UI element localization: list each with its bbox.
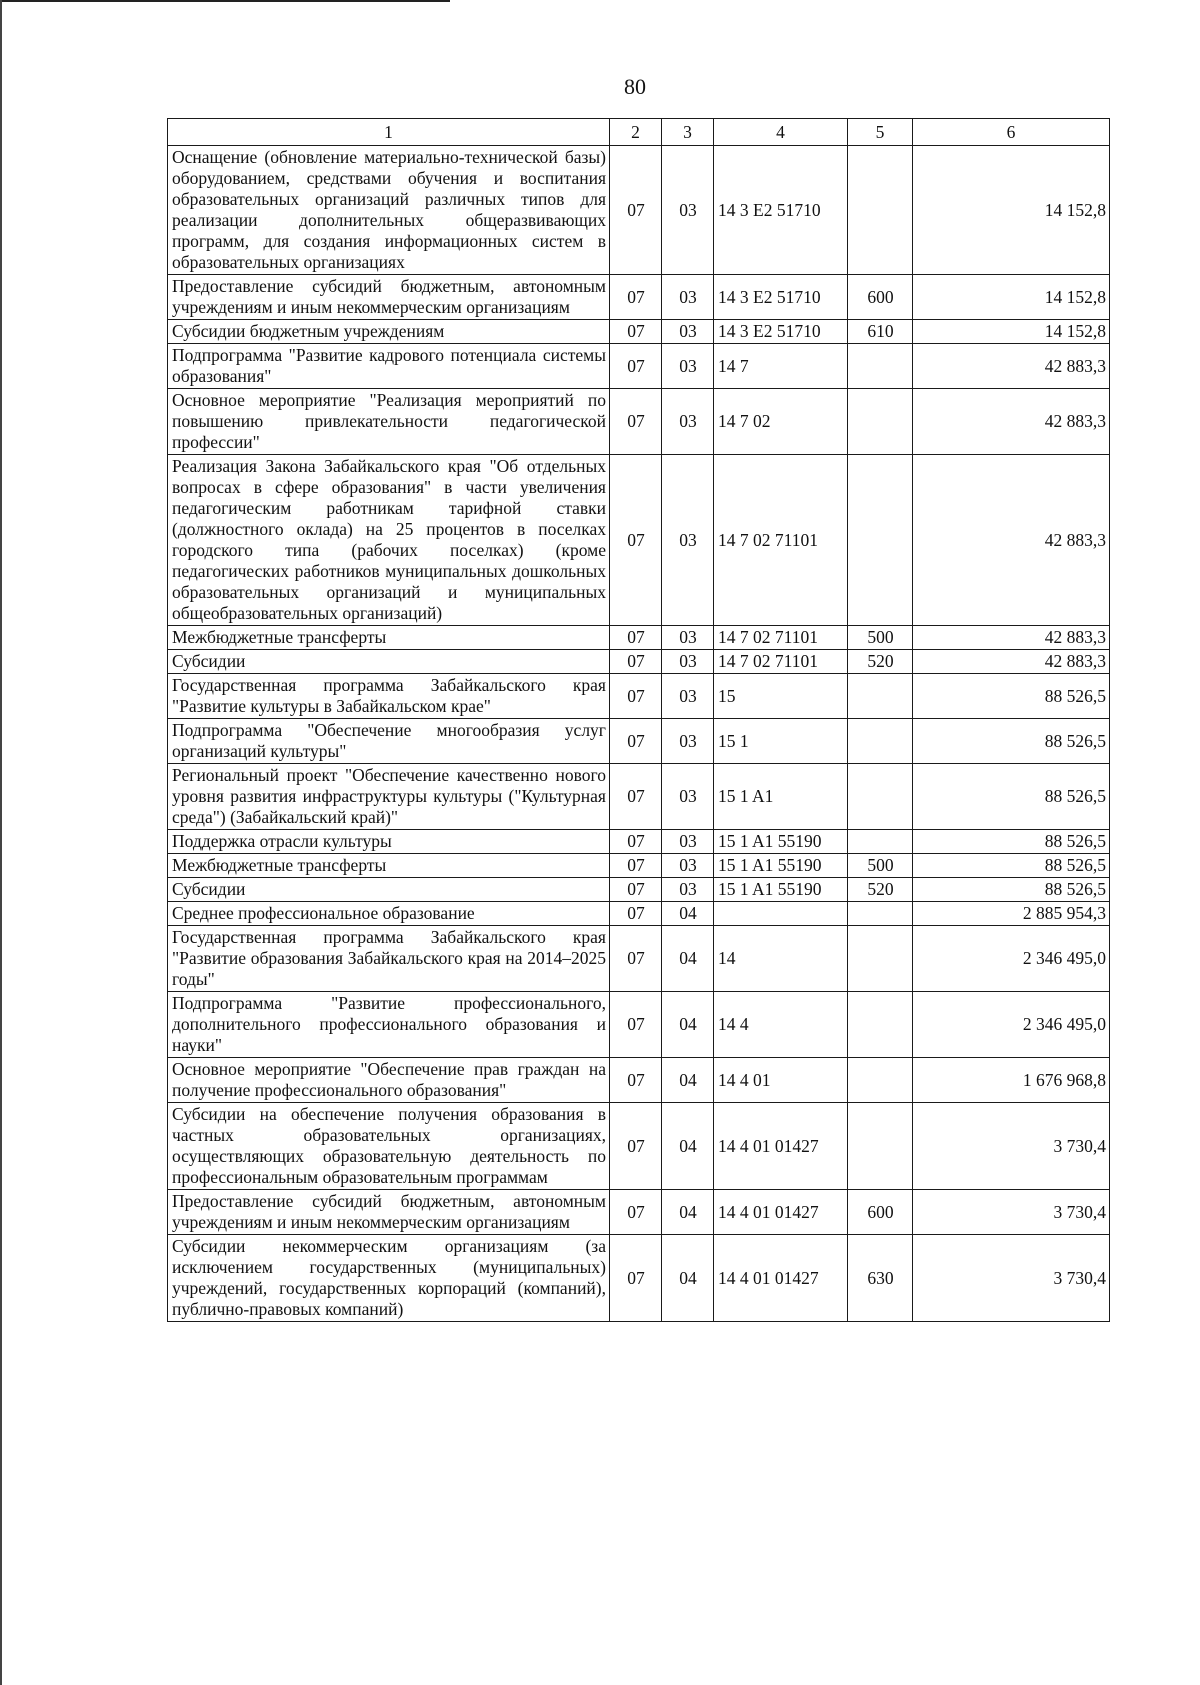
cell-target-article: 14 4 01 01427 xyxy=(714,1190,848,1235)
cell-subsection: 03 xyxy=(662,650,714,674)
table-row xyxy=(168,878,1110,902)
cell-section: 07 xyxy=(610,146,662,275)
header-col-1: 1 xyxy=(168,119,610,146)
cell-target-article: 14 7 02 71101 xyxy=(714,650,848,674)
cell-section: 07 xyxy=(610,830,662,854)
cell-section: 07 xyxy=(610,902,662,926)
cell-target-article xyxy=(714,902,848,926)
table-row xyxy=(168,719,1110,764)
cell-amount: 14 152,8 xyxy=(913,320,1110,344)
cell-name: Межбюджетные трансферты xyxy=(168,854,610,878)
cell-amount: 42 883,3 xyxy=(913,389,1110,455)
cell-subsection: 03 xyxy=(662,764,714,830)
cell-subsection: 03 xyxy=(662,854,714,878)
cell-amount: 88 526,5 xyxy=(913,830,1110,854)
cell-section: 07 xyxy=(610,455,662,626)
cell-amount: 2 346 495,0 xyxy=(913,926,1110,992)
cell-name: Региональный проект "Обеспечение качественно нового уровня развития инфраструктуры культуры ("Культурная среда") (Забайкальский край)" xyxy=(168,764,610,830)
cell-name: Субсидии некоммерческим организациям (за исключением государственных (муниципальных) учреждений, государственных корпораций (компаний), публично-правовых компаний) xyxy=(168,1235,610,1322)
cell-subsection: 04 xyxy=(662,902,714,926)
cell-expense-type: 610 xyxy=(848,320,913,344)
table-row xyxy=(168,854,1110,878)
cell-name: Субсидии бюджетным учреждениям xyxy=(168,320,610,344)
header-col-4: 4 xyxy=(714,119,848,146)
cell-amount: 88 526,5 xyxy=(913,878,1110,902)
cell-target-article: 15 1 A1 55190 xyxy=(714,830,848,854)
cell-name: Основное мероприятие "Реализация мероприятий по повышению привлекательности педагогической профессии" xyxy=(168,389,610,455)
cell-subsection: 04 xyxy=(662,1235,714,1322)
cell-expense-type: 520 xyxy=(848,878,913,902)
cell-amount: 3 730,4 xyxy=(913,1235,1110,1322)
cell-section: 07 xyxy=(610,854,662,878)
cell-subsection: 03 xyxy=(662,674,714,719)
cell-target-article: 14 3 E2 51710 xyxy=(714,320,848,344)
table-row xyxy=(168,1235,1110,1322)
cell-expense-type: 600 xyxy=(848,275,913,320)
cell-section: 07 xyxy=(610,1058,662,1103)
cell-amount: 3 730,4 xyxy=(913,1103,1110,1190)
table-row xyxy=(168,275,1110,320)
cell-name: Субсидии xyxy=(168,650,610,674)
cell-name: Подпрограмма "Развитие кадрового потенциала системы образования" xyxy=(168,344,610,389)
cell-section: 07 xyxy=(610,650,662,674)
cell-target-article: 14 3 E2 51710 xyxy=(714,275,848,320)
cell-expense-type xyxy=(848,719,913,764)
cell-expense-type xyxy=(848,992,913,1058)
cell-expense-type xyxy=(848,764,913,830)
cell-target-article: 14 xyxy=(714,926,848,992)
cell-expense-type xyxy=(848,830,913,854)
cell-target-article: 14 7 02 71101 xyxy=(714,455,848,626)
cell-expense-type: 630 xyxy=(848,1235,913,1322)
cell-expense-type: 500 xyxy=(848,854,913,878)
cell-subsection: 04 xyxy=(662,992,714,1058)
cell-subsection: 03 xyxy=(662,830,714,854)
cell-expense-type xyxy=(848,1103,913,1190)
cell-subsection: 04 xyxy=(662,1190,714,1235)
table-header-row xyxy=(168,119,1110,146)
cell-amount: 88 526,5 xyxy=(913,719,1110,764)
cell-target-article: 14 4 01 01427 xyxy=(714,1235,848,1322)
cell-expense-type: 600 xyxy=(848,1190,913,1235)
cell-target-article: 14 7 02 71101 xyxy=(714,626,848,650)
table-row xyxy=(168,674,1110,719)
cell-target-article: 15 1 A1 55190 xyxy=(714,878,848,902)
cell-section: 07 xyxy=(610,674,662,719)
header-col-3: 3 xyxy=(662,119,714,146)
cell-section: 07 xyxy=(610,344,662,389)
table-row xyxy=(168,320,1110,344)
cell-amount: 88 526,5 xyxy=(913,674,1110,719)
cell-section: 07 xyxy=(610,878,662,902)
cell-expense-type xyxy=(848,1058,913,1103)
cell-subsection: 03 xyxy=(662,146,714,275)
cell-name: Субсидии на обеспечение получения образования в частных образовательных организациях, осуществляющих образовательную деятельность по профессиональным образовательным программам xyxy=(168,1103,610,1190)
cell-name: Межбюджетные трансферты xyxy=(168,626,610,650)
cell-section: 07 xyxy=(610,320,662,344)
table-row xyxy=(168,830,1110,854)
table-row xyxy=(168,1103,1110,1190)
cell-section: 07 xyxy=(610,926,662,992)
budget-table xyxy=(167,118,1110,1322)
cell-name: Среднее профессиональное образование xyxy=(168,902,610,926)
cell-subsection: 03 xyxy=(662,389,714,455)
cell-target-article: 15 xyxy=(714,674,848,719)
cell-amount: 2 346 495,0 xyxy=(913,992,1110,1058)
cell-subsection: 03 xyxy=(662,320,714,344)
cell-section: 07 xyxy=(610,764,662,830)
table-row xyxy=(168,992,1110,1058)
cell-amount: 42 883,3 xyxy=(913,650,1110,674)
cell-subsection: 04 xyxy=(662,1103,714,1190)
cell-subsection: 03 xyxy=(662,344,714,389)
cell-expense-type xyxy=(848,389,913,455)
cell-expense-type: 520 xyxy=(848,650,913,674)
cell-target-article: 15 1 xyxy=(714,719,848,764)
cell-name: Реализация Закона Забайкальского края "Об отдельных вопросах в сфере образования" в части увеличения педагогическим работникам тарифной ставки (должностного оклада) на 25 процентов в поселках городского типа (рабочих поселках) (кроме педагогических работников муниципальных дошкольных образовательных организаций и муниципальных общеобразовательных организаций) xyxy=(168,455,610,626)
cell-target-article: 14 7 xyxy=(714,344,848,389)
table-row xyxy=(168,1190,1110,1235)
cell-subsection: 04 xyxy=(662,926,714,992)
cell-section: 07 xyxy=(610,275,662,320)
cell-amount: 88 526,5 xyxy=(913,854,1110,878)
cell-amount: 14 152,8 xyxy=(913,275,1110,320)
cell-name: Предоставление субсидий бюджетным, автономным учреждениям и иным некоммерческим организациям xyxy=(168,1190,610,1235)
cell-name: Субсидии xyxy=(168,878,610,902)
cell-name: Подпрограмма "Обеспечение многообразия услуг организаций культуры" xyxy=(168,719,610,764)
table-row xyxy=(168,146,1110,275)
cell-amount: 42 883,3 xyxy=(913,626,1110,650)
cell-section: 07 xyxy=(610,1190,662,1235)
cell-target-article: 15 1 A1 55190 xyxy=(714,854,848,878)
table-row xyxy=(168,764,1110,830)
table-row xyxy=(168,926,1110,992)
cell-subsection: 03 xyxy=(662,878,714,902)
cell-subsection: 03 xyxy=(662,719,714,764)
cell-target-article: 14 3 E2 51710 xyxy=(714,146,848,275)
cell-name: Оснащение (обновление материально-технической базы) оборудованием, средствами обучения и воспитания образовательных организаций различных типов для реализации дополнительных общеразвивающих программ, для создания информационных систем в образовательных организациях xyxy=(168,146,610,275)
header-col-5: 5 xyxy=(848,119,913,146)
cell-amount: 2 885 954,3 xyxy=(913,902,1110,926)
table-row xyxy=(168,902,1110,926)
table-row xyxy=(168,650,1110,674)
cell-target-article: 15 1 A1 xyxy=(714,764,848,830)
cell-target-article: 14 7 02 xyxy=(714,389,848,455)
cell-expense-type: 500 xyxy=(848,626,913,650)
cell-section: 07 xyxy=(610,389,662,455)
cell-expense-type xyxy=(848,926,913,992)
table-body xyxy=(168,146,1110,1322)
cell-name: Государственная программа Забайкальского края "Развитие образования Забайкальского края на 2014–2025 годы" xyxy=(168,926,610,992)
cell-expense-type xyxy=(848,902,913,926)
cell-amount: 42 883,3 xyxy=(913,344,1110,389)
cell-target-article: 14 4 xyxy=(714,992,848,1058)
cell-name: Поддержка отрасли культуры xyxy=(168,830,610,854)
cell-section: 07 xyxy=(610,626,662,650)
table-row xyxy=(168,1058,1110,1103)
table-row xyxy=(168,344,1110,389)
cell-expense-type xyxy=(848,674,913,719)
header-col-6: 6 xyxy=(913,119,1110,146)
table-row xyxy=(168,455,1110,626)
cell-name: Государственная программа Забайкальского края "Развитие культуры в Забайкальском крае" xyxy=(168,674,610,719)
cell-section: 07 xyxy=(610,992,662,1058)
cell-amount: 3 730,4 xyxy=(913,1190,1110,1235)
cell-name: Основное мероприятие "Обеспечение прав граждан на получение профессионального образования" xyxy=(168,1058,610,1103)
cell-amount: 88 526,5 xyxy=(913,764,1110,830)
scan-edge-left xyxy=(0,0,2,1685)
cell-subsection: 03 xyxy=(662,275,714,320)
page-number: 80 xyxy=(624,74,646,99)
cell-amount: 42 883,3 xyxy=(913,455,1110,626)
cell-name: Предоставление субсидий бюджетным, автономным учреждениям и иным некоммерческим организациям xyxy=(168,275,610,320)
cell-amount: 14 152,8 xyxy=(913,146,1110,275)
cell-section: 07 xyxy=(610,1103,662,1190)
cell-expense-type xyxy=(848,455,913,626)
table-row xyxy=(168,626,1110,650)
cell-target-article: 14 4 01 01427 xyxy=(714,1103,848,1190)
cell-subsection: 03 xyxy=(662,626,714,650)
cell-expense-type xyxy=(848,146,913,275)
cell-name: Подпрограмма "Развитие профессионального, дополнительного профессионального образования и науки" xyxy=(168,992,610,1058)
cell-target-article: 14 4 01 xyxy=(714,1058,848,1103)
table-row xyxy=(168,389,1110,455)
scan-edge-top xyxy=(0,0,450,2)
header-col-2: 2 xyxy=(610,119,662,146)
cell-amount: 1 676 968,8 xyxy=(913,1058,1110,1103)
cell-subsection: 04 xyxy=(662,1058,714,1103)
cell-section: 07 xyxy=(610,1235,662,1322)
cell-subsection: 03 xyxy=(662,455,714,626)
cell-expense-type xyxy=(848,344,913,389)
cell-section: 07 xyxy=(610,719,662,764)
